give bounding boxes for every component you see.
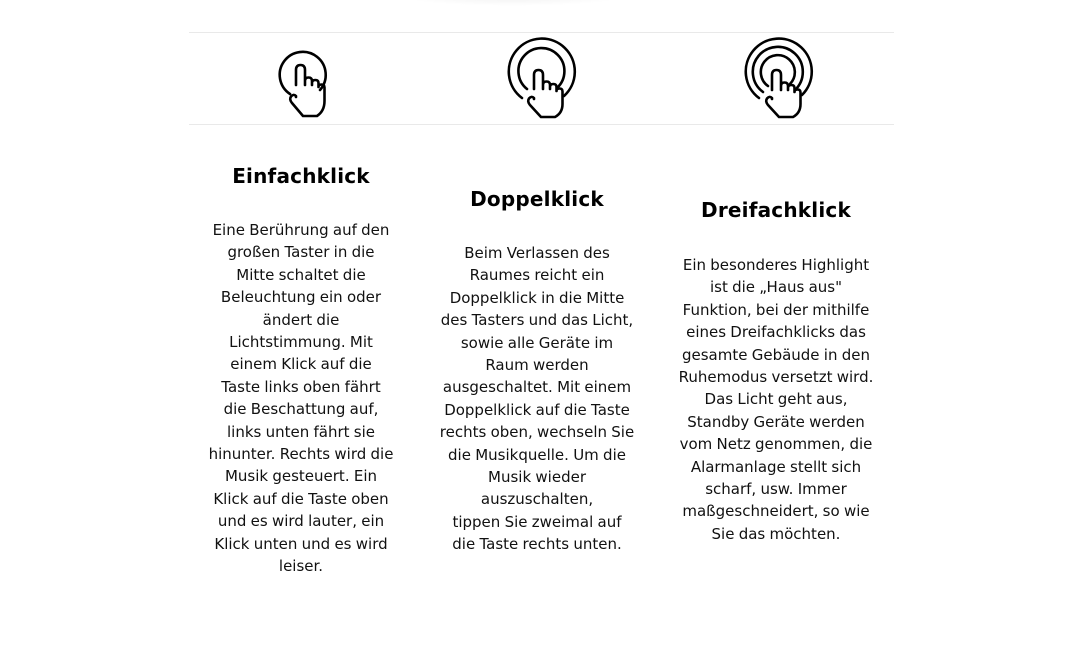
- double-tap-icon: [493, 33, 583, 123]
- top-edge-shadow: [398, 0, 628, 6]
- column-single-click: [201, 164, 401, 578]
- column-triple-click: [671, 198, 881, 545]
- double-click-title: Doppelklick: [470, 187, 604, 211]
- triple-click-description: Ein besonderes Highlight ist die „Haus aus" Funktion, bei der mithilfe eines Dreifachklicks das gesamte Gebäude in den Ruhemodus versetzt wird. Das Licht geht aus, Standby Geräte werden vom Netz genommen, die Alarmanlage stellt sich scharf, usw. Immer maßgeschneidert, so wie Sie das möchten.: [678, 256, 874, 543]
- triple-click-title: Dreifachklick: [701, 198, 851, 222]
- single-tap-icon: [257, 33, 347, 123]
- double-click-description: Beim Verlassen des Raumes reicht ein Doppelklick in die Mitte des Tasters und das Licht, sowie alle Geräte im Raum werden ausgeschaltet. Mit einem Doppelklick auf die Taste rechts oben, wechseln Sie die Musikquelle. Um die Musik wieder auszuschalten, tippen Sie zweimal auf die Taste rechts unten.: [439, 244, 635, 554]
- single-click-description: Eine Berührung auf den großen Taster in die Mitte schaltet die Beleuchtung ein oder ändert die Lichtstimmung. Mit einem Klick auf die Taste links oben fährt die Beschattung auf, links unten fährt sie hinunter. Rechts wird die Musik gesteuert. Ein Klick auf die Taste oben und es wird lauter, ein Klick unten und es wird leiser.: [208, 221, 394, 576]
- icon-band: [189, 32, 894, 125]
- column-double-click: [432, 187, 642, 556]
- single-click-title: Einfachklick: [232, 164, 370, 188]
- triple-tap-icon: [730, 33, 820, 123]
